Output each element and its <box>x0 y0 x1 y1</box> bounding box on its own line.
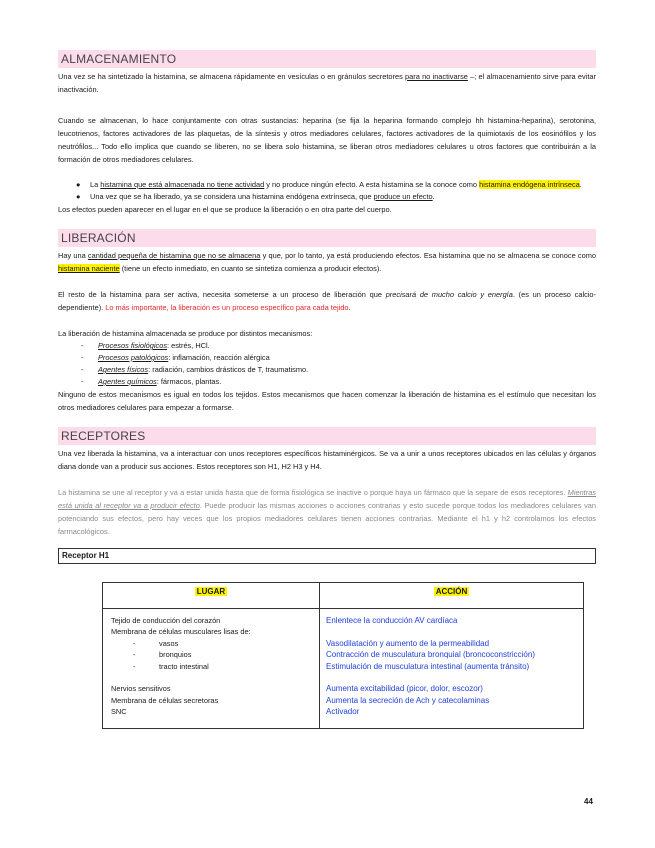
list-item: - Procesos patológicos: inflamación, reacción alérgica <box>81 353 270 362</box>
list-item: ● Una vez que se ha liberado, ya se considera una histamina endógena extrínseca, que produce un efecto. <box>76 192 435 201</box>
list-item: ● La histamina que está almacenada no tiene actividad y no produce ningún efecto. A esta histamina se la conoce como histamina endógena intrínseca. <box>76 180 582 189</box>
liberacion-paragraph-4: Ninguno de estos mecanismos es igual en todos los tejidos. Estos mecanismos que hacen comenzar la liberación de histamina es el estímulo que necesitan los otros mediadores celulares para empezar a formarse. <box>58 390 596 412</box>
mechanism-list <box>58 340 596 388</box>
page-number: 44 <box>584 797 593 806</box>
accion-item: Aumenta la secreción de Ach y catecolaminas <box>326 695 490 705</box>
liberacion-paragraph-3: La liberación de histamina almacenada se produce por distintos mecanismos: <box>58 329 313 338</box>
section-title-almacenamiento: ALMACENAMIENTO <box>58 50 596 68</box>
lugar-item: Nervios sensitivos <box>111 684 171 694</box>
accion-item: Estimulación de musculatura intestinal (aumenta tránsito) <box>326 661 530 671</box>
lugar-item: Tejido de conducción del corazón <box>111 616 221 625</box>
list-item: - Agentes físicos: radiación, cambios drásticos de T, traumatismo. <box>81 365 309 374</box>
table-header-accion: ACCIÓN <box>320 583 584 609</box>
almacenamiento-paragraph-3: Los efectos pueden aparecer en el lugar en el que se produce la liberación o en otra parte del cuerpo. <box>58 205 392 214</box>
document-page <box>58 50 596 729</box>
accion-column <box>320 609 584 729</box>
lugar-column <box>103 609 320 729</box>
almacenamiento-paragraph-1: Una vez se ha sintetizado la histamina, se almacena rápidamente en vesículas o en gránulos secretores para no inactivarse –; el almacenamiento sirve para evitar inactivación. <box>58 72 596 94</box>
liberacion-paragraph-1: Hay una cantidad pequeña de histamina que no se almacena y que, por lo tanto, ya está produciendo efectos. Esa histamina que no se almacena se conoce como histamina naciente (tiene un efecto inmediato, en cuanto se sintetiza comienza a producir efectos). <box>58 251 596 273</box>
lugar-item: Membrana de células secretoras <box>111 695 219 705</box>
lugar-item: Membrana de células musculares lisas de: <box>111 627 251 637</box>
receptor-h1-heading: Receptor H1 <box>58 548 596 564</box>
receptores-paragraph-1: Una vez liberada la histamina, va a interactuar con unos receptores específicos histaminérgicos. Se va a unir a unos receptores ubicados en las células y órganos diana donde van a producir sus acciones. Estos receptores son H1, H2 H3 y H4. <box>58 449 596 471</box>
accion-item: Vasodilatación y aumento de la permeabilidad <box>326 638 490 648</box>
receptores-paragraph-2: La histamina se une al receptor y va a estar unida hasta que de forma fisiológica se inactive o porque haya un fármaco que la separe de esos receptores. Mientras está unida al receptor va a producir efecto. Puede producir las mismas acciones o acciones contrarias y esto sucede porque todos los mediadores celulares van potenciando sus efectos, pero hay veces que los propios mediadores celulares tienen acciones contrarias. Mediante el h1 y h2 controlamos los efectos farmacológicos. <box>58 488 596 536</box>
almacenamiento-paragraph-2: Cuando se almacenan, lo hace conjuntamente con otras sustancias: heparina (se fija la heparina formando complejo hh histamina-heparina), serotonina, leucotrienos, factores activadores de las plaquetas, de la síntesis y otros mediadores celulares, factores activadores de la quimiotaxis de los eosinófilos y los neutrófilos... Todo ello implica que cuando se liberen, no se libera solo histamina, se liberan otros mediadores celulares u otros factores que contribuirán a la formación de otros mediadores celulares. <box>58 116 596 164</box>
lugar-subitem: - tracto intestinal <box>133 661 209 671</box>
section-title-receptores: RECEPTORES <box>58 427 596 445</box>
accion-item: Contracción de musculatura bronquial (broncoconstricción) <box>326 650 535 660</box>
section-title-liberacion: LIBERACIÓN <box>58 229 596 247</box>
almacenamiento-bullet-list <box>58 179 596 203</box>
lugar-item: SNC <box>111 707 127 717</box>
accion-item: Activador <box>326 707 360 717</box>
lugar-subitem: - vasos <box>133 638 179 648</box>
accion-item: Aumenta excitabilidad (picor, dolor, escozor) <box>326 684 483 694</box>
lugar-subitem: - bronquios <box>133 650 192 660</box>
accion-item: Enlentece la conducción AV cardíaca <box>326 616 458 625</box>
list-item: - Agentes químicos: fármacos, plantas. <box>81 377 222 386</box>
liberacion-paragraph-2: El resto de la histamina para ser activa, necesita someterse a un proceso de liberación que precisará de mucho calcio y energía. (es un proceso calcio-dependiente). Lo más importante, la liberación es un proceso específico para cada tejido. <box>58 290 596 312</box>
receptor-h1-table <box>102 582 584 729</box>
list-item: - Procesos fisiológicos: estrés, HCl. <box>81 341 210 350</box>
table-header-lugar: LUGAR <box>103 583 320 609</box>
